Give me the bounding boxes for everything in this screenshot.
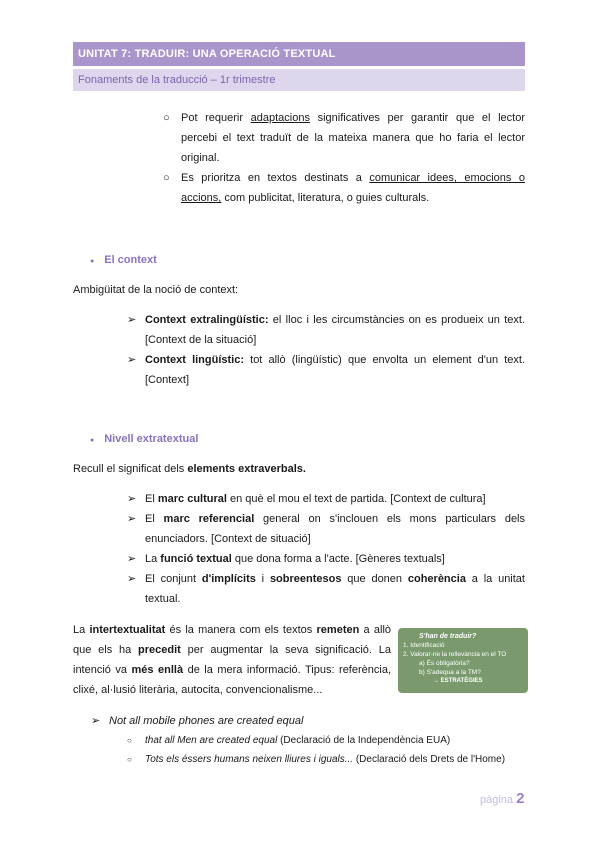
- arrow-bullet-icon: ➢: [127, 314, 137, 326]
- note-line: b) S'adequa a la TM?: [419, 669, 481, 676]
- list-item: ➢ El marc cultural en què el mou el text de partida. [Context de cultura]: [127, 489, 525, 509]
- arrow-bullet-icon: ➢: [127, 573, 137, 585]
- bullet-text: Es prioritza en textos destinats a comunicar idees, emocions o accions, com publicitat, literatura, o guies culturals.: [181, 172, 525, 204]
- list-item: ➢ El marc referencial general on s'inclouen els mons particulars dels enunciadors. [Context de situació]: [127, 509, 525, 549]
- context-intro: Ambigüitat de la noció de context:: [73, 284, 239, 296]
- bullet-text: Pot requerir adaptacions significatives per garantir que el lector percebi el text traduït de la mateixa manera que ho faria el lector original.: [181, 112, 525, 164]
- list-item: ➢ Context lingüístic: tot allò (lingüístic) que envolta un element d'un text. [Context]: [127, 350, 525, 390]
- context-list: [127, 310, 525, 390]
- note-line: → ESTRATÈGIES: [433, 678, 483, 684]
- note-line: 2. Valorar-ne la rellevància en el TO: [403, 651, 507, 658]
- example-main: Not all mobile phones are created equal: [109, 715, 304, 727]
- top-bullet-list: [163, 108, 525, 208]
- circle-bullet-icon: ○: [163, 112, 170, 124]
- translation-note-box: [398, 628, 528, 693]
- context-heading: ● El context: [90, 254, 157, 266]
- arrow-bullet-icon: ➢: [127, 354, 137, 366]
- circle-bullet-icon: ○: [163, 172, 170, 184]
- list-item: [163, 168, 525, 208]
- arrow-bullet-icon: ➢: [127, 513, 137, 525]
- page-number: pàgina 2: [480, 790, 525, 807]
- list-item: [91, 711, 525, 731]
- arrow-bullet-icon: ➢: [127, 553, 137, 565]
- circle-bullet-icon: ○: [127, 755, 132, 764]
- list-item: ➢ El conjunt d'implícits i sobreentesos que donen coherència a la unitat textual.: [127, 569, 525, 609]
- extratextual-list: [127, 489, 525, 609]
- note-line: 1. Identificació: [403, 642, 445, 649]
- note-title: S'han de traduir?: [419, 633, 477, 640]
- dot-bullet-icon: ●: [90, 258, 95, 265]
- list-item: [163, 108, 525, 168]
- arrow-bullet-icon: ➢: [91, 715, 101, 727]
- list-item: ○ Tots els éssers humans neixen lliures i iguals... (Declaració dels Drets de l'Home): [91, 750, 525, 769]
- course-subtitle-banner: Fonaments de la traducció – 1r trimestre: [73, 69, 525, 91]
- extratextual-intro: Recull el significat dels elements extraverbals.: [73, 463, 306, 475]
- list-item: ➢ Context extralingüístic: el lloc i les circumstàncies on es produeix un text. [Context de la situació]: [127, 310, 525, 350]
- extratextual-heading: ● Nivell extratextual: [90, 433, 199, 445]
- dot-bullet-icon: ●: [90, 437, 95, 444]
- arrow-bullet-icon: ➢: [127, 493, 137, 505]
- intertextuality-paragraph: La intertextualitat és la manera com els textos remeten a allò que els ha precedit per augmentar la seva significació. La intenció va més enllà de la mera informació. Tipus: referència, clixé, al·lusió literària, autocita, convencionalisme...: [73, 624, 392, 696]
- note-line: a) És obligatòria?: [419, 660, 470, 667]
- list-item: ○ that all Men are created equal (Declaració de la Independència EUA): [91, 731, 525, 750]
- example-block: [91, 711, 525, 769]
- list-item: ➢ La funció textual que dona forma a l'acte. [Gèneres textuals]: [127, 549, 525, 569]
- unit-title-banner: UNITAT 7: TRADUIR: UNA OPERACIÓ TEXTUAL: [73, 42, 525, 66]
- circle-bullet-icon: ○: [127, 736, 132, 745]
